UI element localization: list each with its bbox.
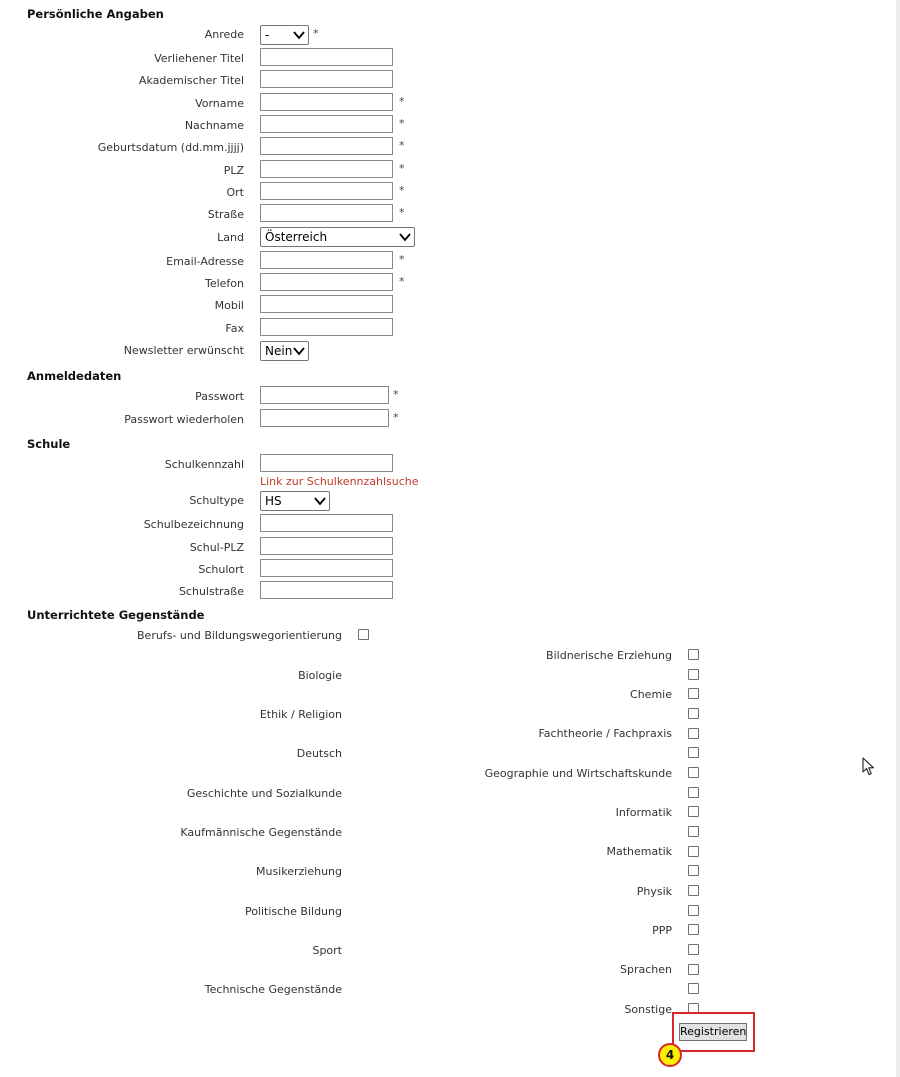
label-nachname: Nachname bbox=[184, 119, 244, 132]
subject-checkbox[interactable] bbox=[688, 964, 699, 975]
subject-label: Geographie und Wirtschaftskunde bbox=[484, 767, 672, 780]
select-schultype[interactable] bbox=[260, 491, 330, 511]
input-email[interactable] bbox=[260, 251, 393, 269]
chevron-down-icon bbox=[293, 346, 305, 356]
subject-checkbox[interactable] bbox=[688, 924, 699, 935]
mouse-pointer-icon bbox=[862, 757, 876, 777]
label-land: Land bbox=[217, 231, 244, 244]
required-marker: * bbox=[399, 139, 405, 152]
subject-checkbox[interactable] bbox=[688, 688, 699, 699]
chevron-down-icon bbox=[293, 30, 305, 40]
subject-label: Ethik / Religion bbox=[259, 708, 342, 721]
subject-checkbox[interactable] bbox=[688, 747, 699, 758]
subject-checkbox[interactable] bbox=[688, 728, 699, 739]
input-akademischer-titel[interactable] bbox=[260, 70, 393, 88]
select-land[interactable] bbox=[260, 227, 415, 247]
label-passwort: Passwort bbox=[195, 390, 244, 403]
link-schulkennzahlsuche[interactable]: Link zur Schulkennzahlsuche bbox=[260, 475, 419, 488]
required-marker: * bbox=[399, 253, 405, 266]
subject-checkbox[interactable] bbox=[688, 708, 699, 719]
input-schul-plz[interactable] bbox=[260, 537, 393, 555]
subject-checkbox[interactable] bbox=[688, 669, 699, 680]
input-vorname[interactable] bbox=[260, 93, 393, 111]
label-strasse: Straße bbox=[207, 208, 244, 221]
section-title-personal: Persönliche Angaben bbox=[27, 7, 164, 21]
input-geburtsdatum[interactable] bbox=[260, 137, 393, 155]
select-anrede[interactable] bbox=[260, 25, 309, 45]
required-marker: * bbox=[399, 117, 405, 130]
subject-label: Sonstige bbox=[624, 1003, 672, 1016]
subject-label: Biologie bbox=[298, 669, 342, 682]
input-schulkennzahl[interactable] bbox=[260, 454, 393, 472]
input-passwort[interactable] bbox=[260, 386, 389, 404]
subject-label: Informatik bbox=[615, 806, 672, 819]
input-mobil[interactable] bbox=[260, 295, 393, 313]
label-akademischer-titel: Akademischer Titel bbox=[138, 74, 244, 87]
chevron-down-icon bbox=[399, 232, 411, 242]
subject-checkbox[interactable] bbox=[688, 826, 699, 837]
label-fax: Fax bbox=[225, 322, 244, 335]
input-plz[interactable] bbox=[260, 160, 393, 178]
subject-checkbox[interactable] bbox=[688, 806, 699, 817]
label-plz: PLZ bbox=[223, 164, 244, 177]
label-schul-plz: Schul-PLZ bbox=[189, 541, 244, 554]
subject-label: PPP bbox=[652, 924, 672, 937]
subject-checkbox[interactable] bbox=[688, 944, 699, 955]
register-button[interactable]: Registrieren bbox=[679, 1023, 747, 1041]
subject-label: Sprachen bbox=[620, 963, 672, 976]
required-marker: * bbox=[399, 275, 405, 288]
subject-checkbox-berufsorientierung[interactable] bbox=[358, 629, 369, 640]
subject-label: Deutsch bbox=[296, 747, 342, 760]
select-newsletter[interactable] bbox=[260, 341, 309, 361]
select-anrede-value: - bbox=[265, 28, 270, 42]
step-badge: 4 bbox=[658, 1043, 682, 1067]
label-newsletter: Newsletter erwünscht bbox=[123, 344, 244, 357]
input-fax[interactable] bbox=[260, 318, 393, 336]
subject-label: Fachtheorie / Fachpraxis bbox=[538, 727, 672, 740]
subject-label: Physik bbox=[636, 885, 672, 898]
subject-checkbox[interactable] bbox=[688, 905, 699, 916]
subject-label: Bildnerische Erziehung bbox=[546, 649, 672, 662]
chevron-down-icon bbox=[314, 496, 326, 506]
subject-checkbox[interactable] bbox=[688, 846, 699, 857]
input-schulstrasse[interactable] bbox=[260, 581, 393, 599]
required-marker: * bbox=[399, 95, 405, 108]
label-vorname: Vorname bbox=[195, 97, 244, 110]
section-title-subjects: Unterrichtete Gegenstände bbox=[27, 608, 205, 622]
section-title-school: Schule bbox=[27, 437, 71, 451]
subject-label: Sport bbox=[312, 944, 342, 957]
required-marker: * bbox=[399, 162, 405, 175]
subject-label: Chemie bbox=[630, 688, 672, 701]
subject-label: Kaufmännische Gegenstände bbox=[180, 826, 342, 839]
subject-checkbox[interactable] bbox=[688, 983, 699, 994]
label-passwort-wiederholen: Passwort wiederholen bbox=[124, 413, 244, 426]
input-nachname[interactable] bbox=[260, 115, 393, 133]
subject-label: Musikerziehung bbox=[255, 865, 342, 878]
subject-label: Politische Bildung bbox=[244, 905, 342, 918]
label-ort: Ort bbox=[226, 186, 244, 199]
label-telefon: Telefon bbox=[204, 277, 244, 290]
label-schulstrasse: Schulstraße bbox=[178, 585, 244, 598]
required-marker: * bbox=[399, 184, 405, 197]
label-mobil: Mobil bbox=[214, 299, 244, 312]
input-strasse[interactable] bbox=[260, 204, 393, 222]
label-schulort: Schulort bbox=[198, 563, 244, 576]
subject-label: Technische Gegenstände bbox=[204, 983, 342, 996]
required-marker: * bbox=[313, 27, 319, 40]
label-schultype: Schultype bbox=[189, 494, 244, 507]
input-verliehener-titel[interactable] bbox=[260, 48, 393, 66]
subject-checkbox[interactable] bbox=[688, 787, 699, 798]
required-marker: * bbox=[399, 206, 405, 219]
label-verliehener-titel: Verliehener Titel bbox=[154, 52, 244, 65]
required-marker: * bbox=[393, 388, 399, 401]
section-title-login: Anmeldedaten bbox=[27, 369, 122, 383]
select-newsletter-value: Nein bbox=[265, 344, 293, 358]
page-edge bbox=[896, 0, 900, 1077]
subject-label: Mathematik bbox=[606, 845, 672, 858]
subject-label: Geschichte und Sozialkunde bbox=[186, 787, 342, 800]
subject-checkbox[interactable] bbox=[688, 885, 699, 896]
subject-checkbox[interactable] bbox=[688, 865, 699, 876]
input-passwort-wiederholen[interactable] bbox=[260, 409, 389, 427]
label-geburtsdatum: Geburtsdatum (dd.mm.jjjj) bbox=[97, 141, 244, 154]
required-marker: * bbox=[393, 411, 399, 424]
subject-label-berufsorientierung: Berufs- und Bildungswegorientierung bbox=[137, 629, 342, 642]
label-anrede: Anrede bbox=[204, 28, 244, 41]
select-schultype-value: HS bbox=[265, 494, 282, 508]
input-telefon[interactable] bbox=[260, 273, 393, 291]
label-schulkennzahl: Schulkennzahl bbox=[164, 458, 244, 471]
subject-checkbox[interactable] bbox=[688, 649, 699, 660]
input-schulort[interactable] bbox=[260, 559, 393, 577]
label-schulbezeichnung: Schulbezeichnung bbox=[143, 518, 244, 531]
subject-checkbox[interactable] bbox=[688, 767, 699, 778]
input-schulbezeichnung[interactable] bbox=[260, 514, 393, 532]
label-email: Email-Adresse bbox=[166, 255, 244, 268]
input-ort[interactable] bbox=[260, 182, 393, 200]
select-land-value: Österreich bbox=[265, 230, 328, 244]
